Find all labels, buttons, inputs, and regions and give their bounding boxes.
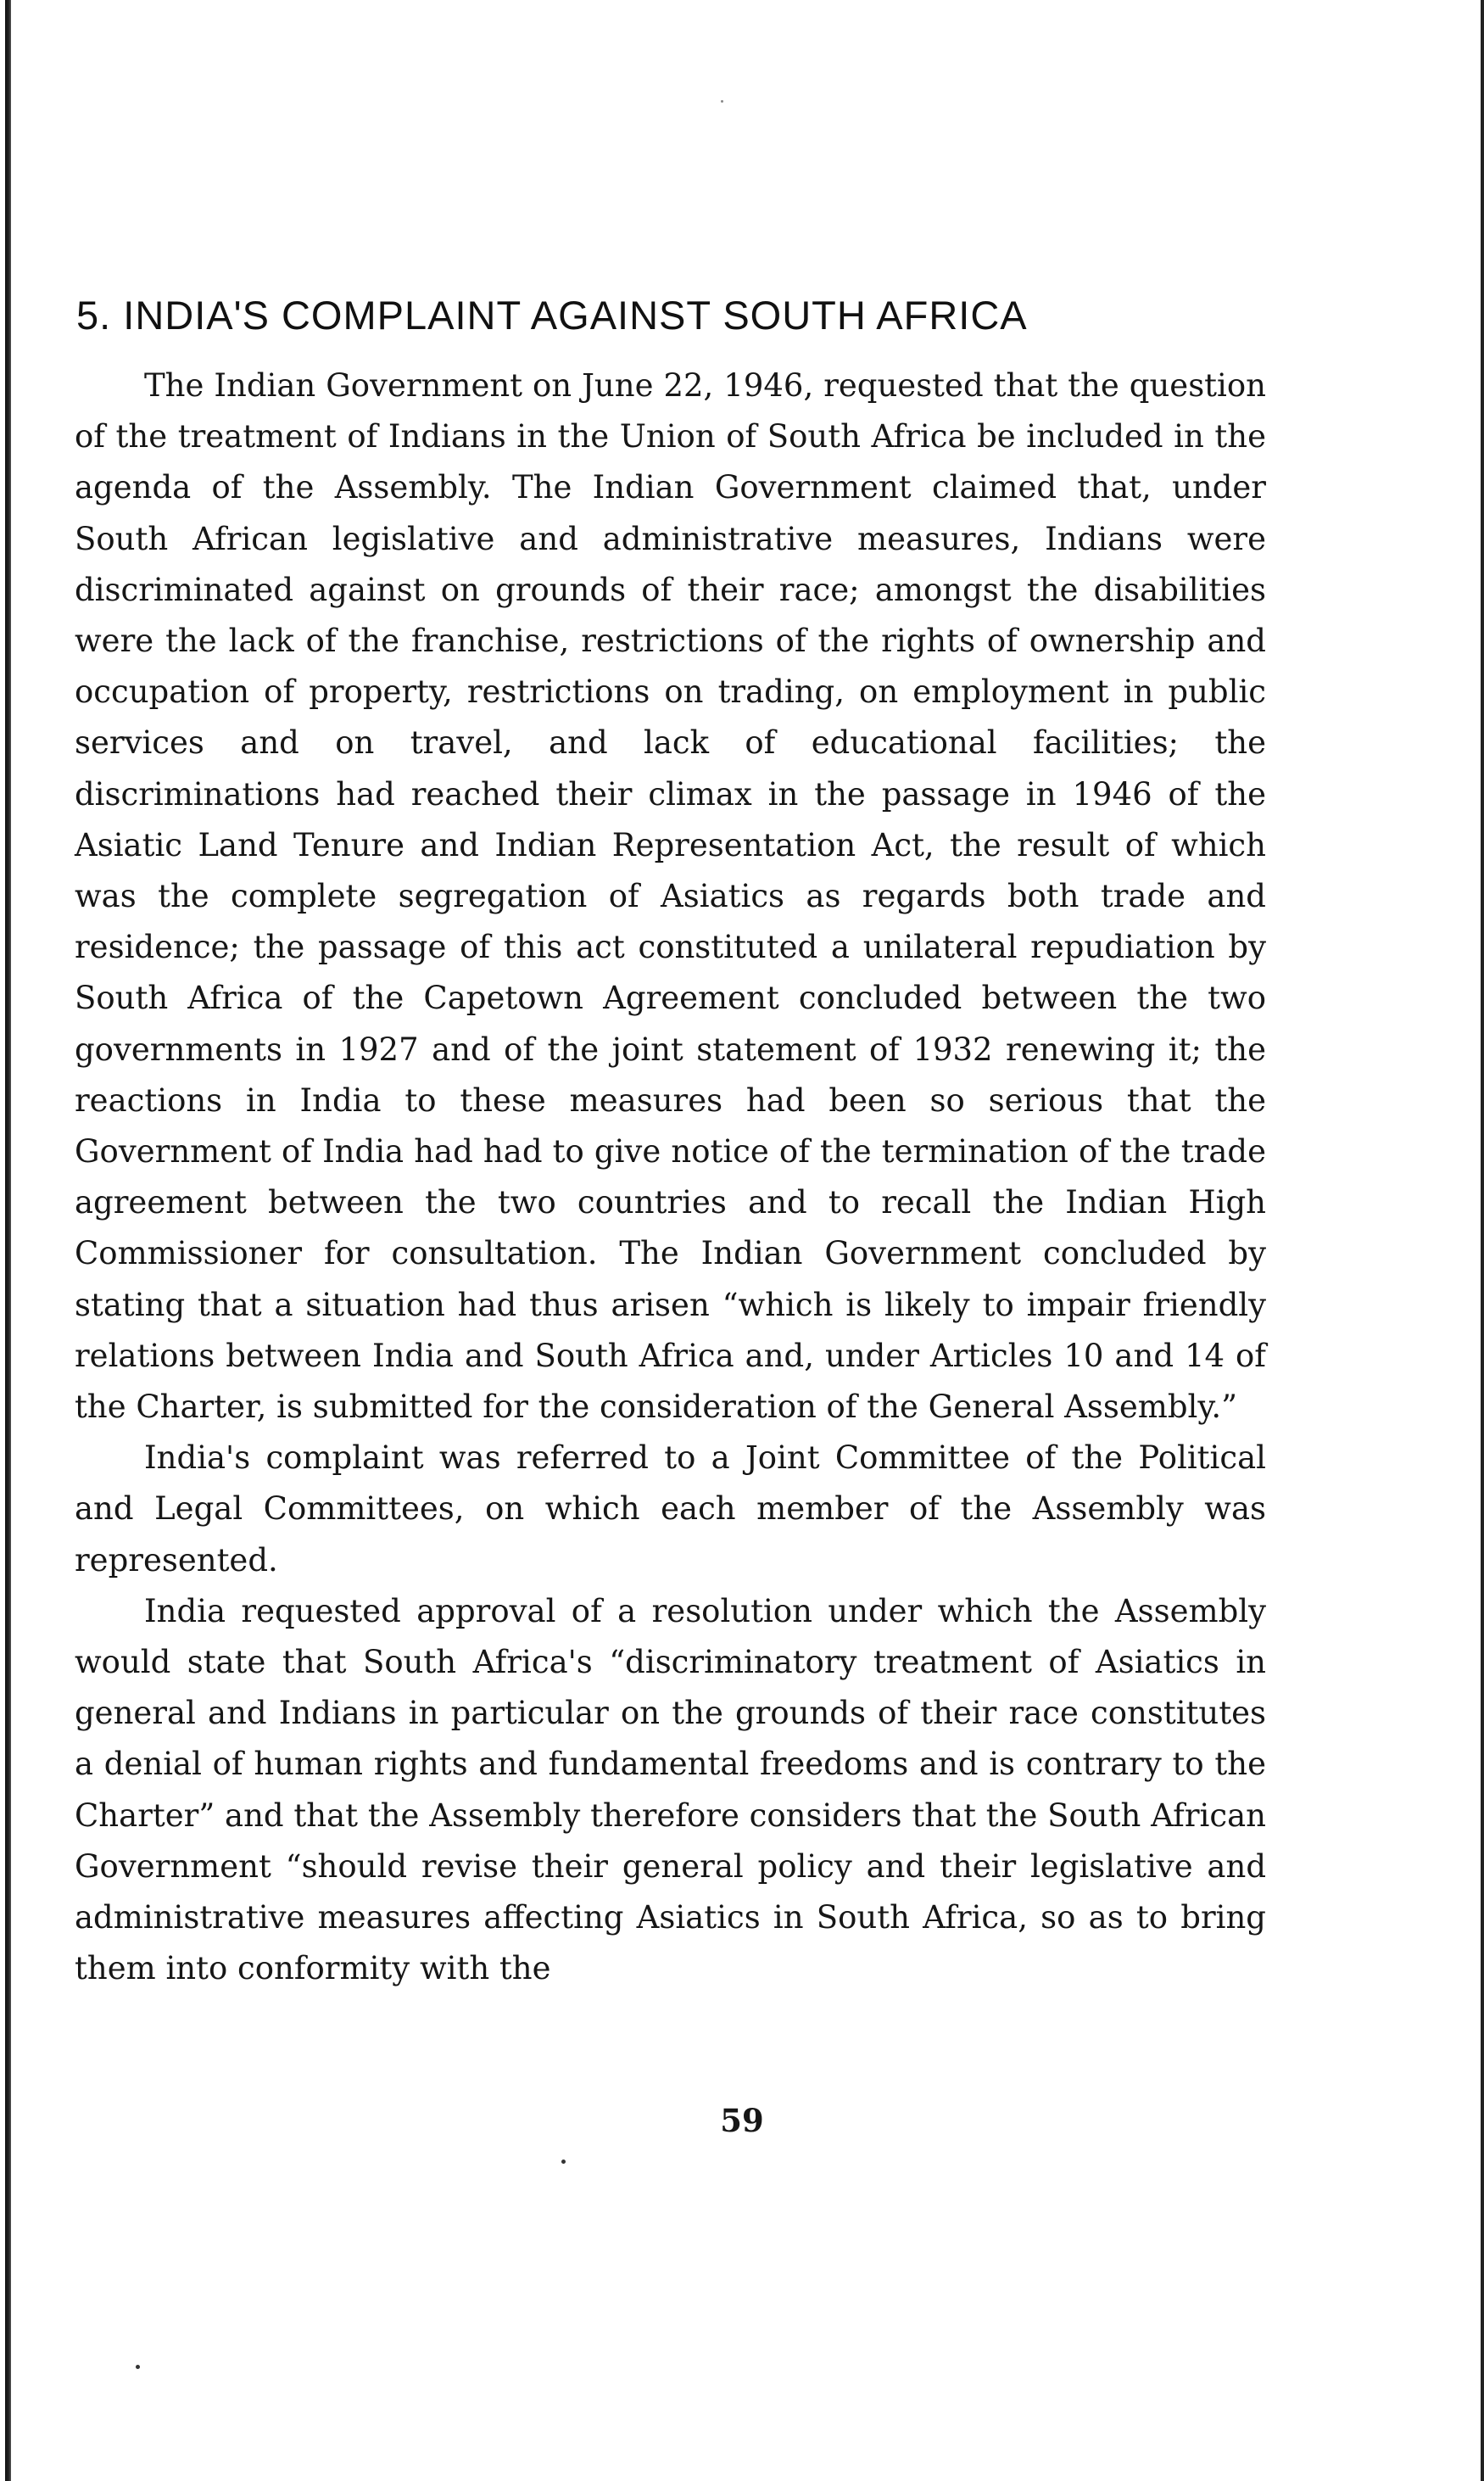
page-number: 59 bbox=[720, 2102, 764, 2139]
print-speck bbox=[721, 100, 723, 103]
body-text bbox=[75, 360, 1266, 1995]
paragraph-referral: India's complaint was referred to a Joint Committee of the Political and Legal Committees, on which each member of the Assembly was represented. bbox=[75, 1439, 1266, 1579]
section-heading: 5. INDIA'S COMPLAINT AGAINST SOUTH AFRICA bbox=[76, 293, 1028, 338]
print-speck bbox=[136, 2365, 140, 2369]
print-speck bbox=[561, 2160, 566, 2164]
paragraph-resolution: India requested approval of a resolution under which the Assembly would state that South Africa's “discriminatory treatment of Asiatics in general and Indians in particular on the grounds of their race constitutes a denial of human rights and fundamental freedoms and is contrary to the Charter” and that the Assembly therefore considers that the South African Government “should revise their general policy and their legislative and administrative measures affecting Asiatics in South Africa, so as to bring them into conformity with the bbox=[75, 1592, 1266, 1987]
paragraph-request: The Indian Government on June 22, 1946, requested that the question of the treatment of Indians in the Union of South Africa be included in the agenda of the Assembly. The Indian Government claimed that, under South African legislative and administrative measures, Indians were discriminated against on grounds of their race; amongst the disabilities were the lack of the franchise, restrictions of the rights of ownership and occupation of property, restrictions on trading, on employment in public services and on travel, and lack of educational facilities; the discriminations had reached their climax in the passage in 1946 of the Asiatic Land Tenure and Indian Representation Act, the result of which was the complete segregation of Asiatics as regards both trade and residence; the passage of this act constituted a unilateral repudiation by South Africa of the Capetown Agreement concluded between the two governments in 1927 and of the joint statement of 1932 renewing it; the reactions in India to these measures had been so serious that the Government of India had had to give notice of the termination of the trade agreement between the two countries and to recall the Indian High Commissioner for consultation. The Indian Government concluded by stating that a situation had thus arisen “which is likely to impair friendly relations between India and South Africa and, under Articles 10 and 14 of the Charter, is submitted for the consideration of the General Assembly.” bbox=[75, 367, 1266, 1426]
